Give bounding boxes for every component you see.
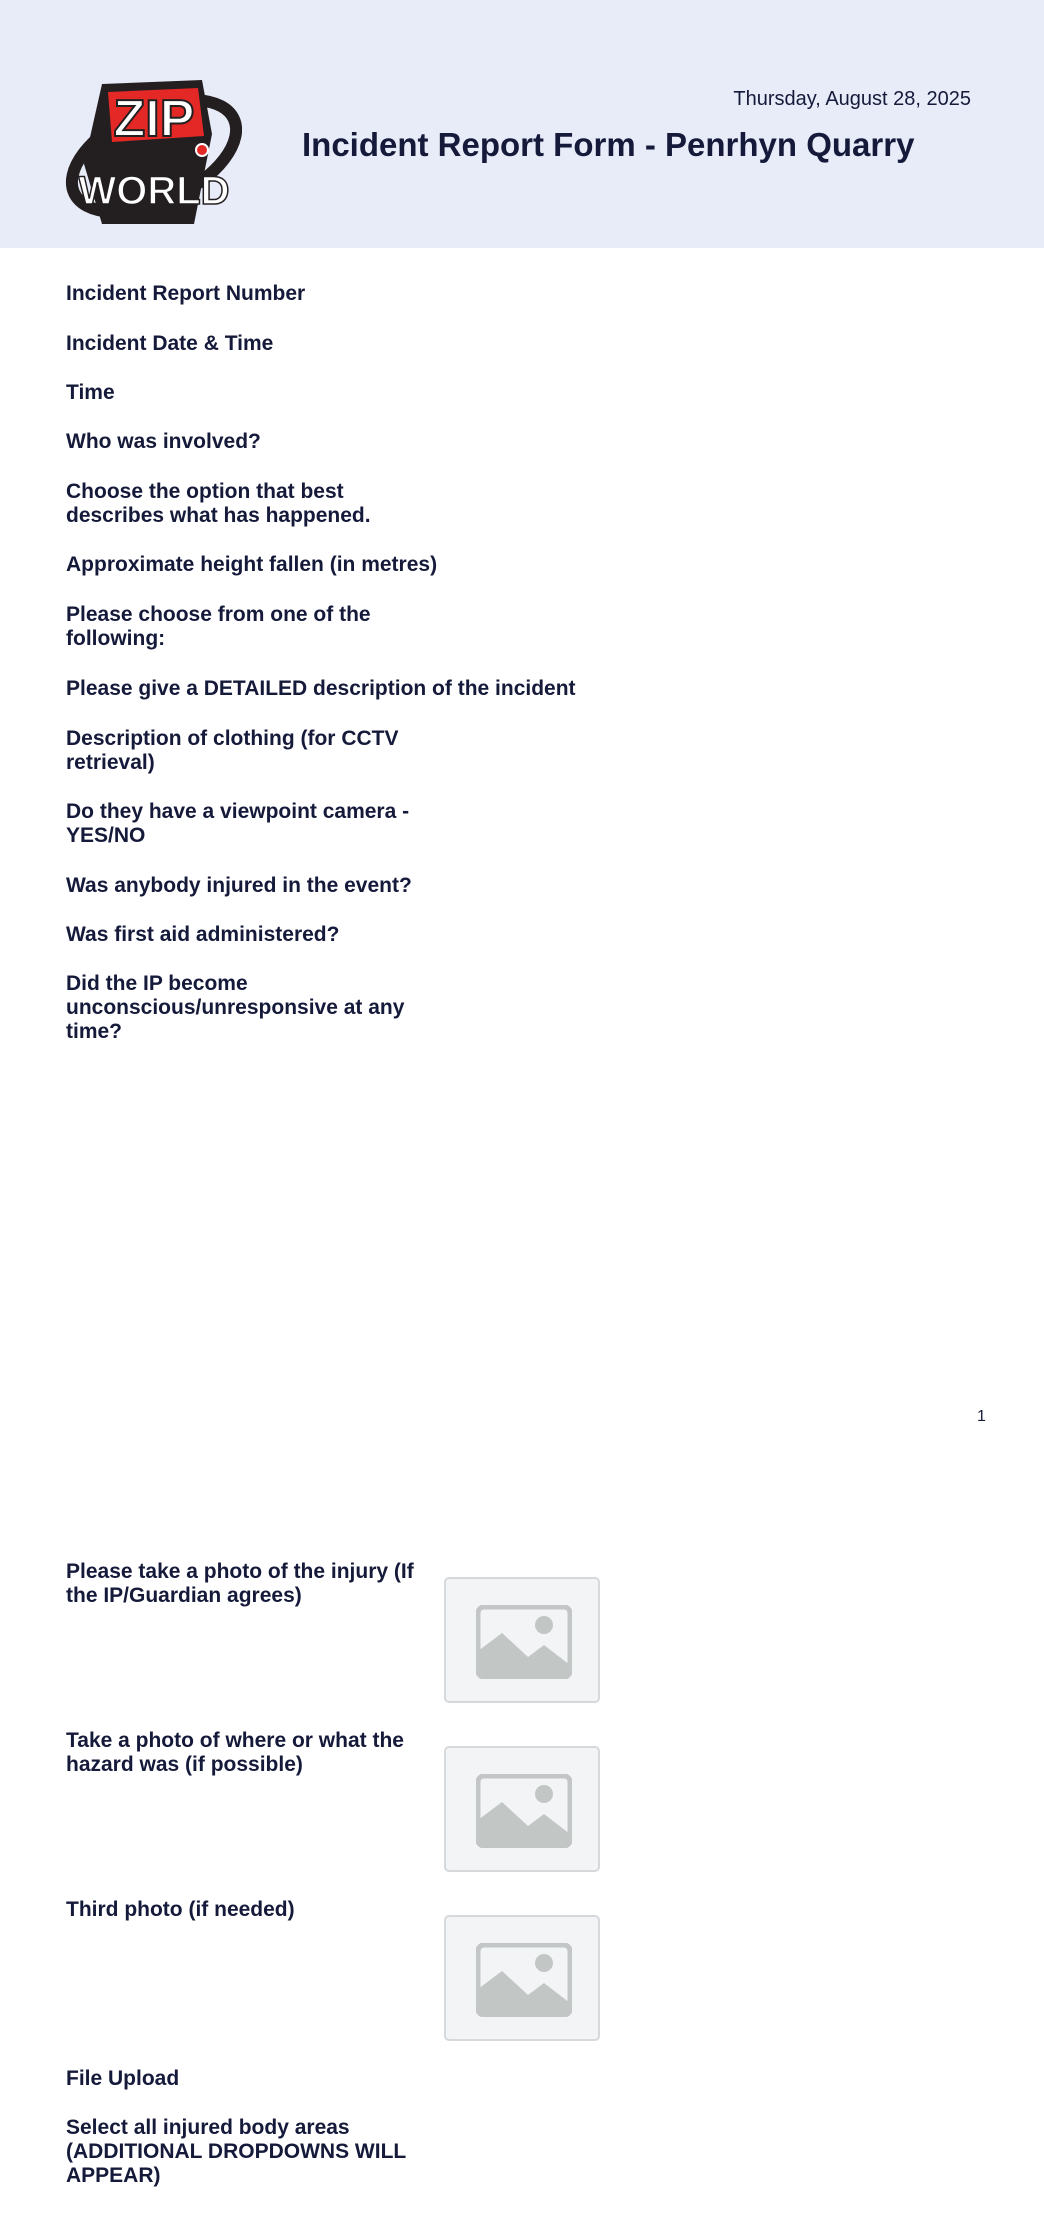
question-clothing-description: Description of clothing (for CCTV retrieval) [66,727,399,774]
question-who-involved: Who was involved? [66,430,261,453]
question-anybody-injured: Was anybody injured in the event? [66,874,412,897]
question-height-fallen: Approximate height fallen (in metres) [66,553,438,576]
question-time: Time [66,381,115,404]
hazard-photo-placeholder [444,1746,600,1872]
question-third-photo: Third photo (if needed) [66,1898,295,1921]
page-title: Incident Report Form - Penrhyn Quarry [302,126,915,163]
question-incident-report-number: Incident Report Number [66,282,306,305]
question-unconscious: Did the IP become unconscious/unresponsive at any time? [66,972,405,1043]
svg-text:WORLD: WORLD [78,169,230,213]
question-incident-date-time: Incident Date & Time [66,332,274,355]
svg-text:ZIP: ZIP [113,90,195,148]
question-first-aid: Was first aid administered? [66,923,340,946]
question-what-happened: Choose the option that best describes what has happened. [66,480,371,527]
third-photo-placeholder [444,1915,600,2041]
question-file-upload: File Upload [66,2067,180,2090]
question-detailed-description: Please give a DETAILED description of the incident [66,677,576,700]
question-viewpoint-camera: Do they have a viewpoint camera - YES/NO [66,800,410,847]
zip-world-logo [62,74,242,234]
image-placeholder-icon [476,1605,572,1679]
image-placeholder-icon [476,1943,572,2017]
page-number: 1 [977,1408,986,1425]
question-choose-following: Please choose from one of the following: [66,603,371,650]
question-injured-body-areas: Select all injured body areas (ADDITIONAL DROPDOWNS WILL APPEAR) [66,2116,406,2187]
image-placeholder-icon [476,1774,572,1848]
injury-photo-placeholder [444,1577,600,1703]
report-header [0,0,1044,248]
question-hazard-photo: Take a photo of where or what the hazard was (if possible) [66,1729,404,1776]
report-date: Thursday, August 28, 2025 [733,88,971,110]
question-injury-photo: Please take a photo of the injury (If the IP/Guardian agrees) [66,1560,414,1607]
